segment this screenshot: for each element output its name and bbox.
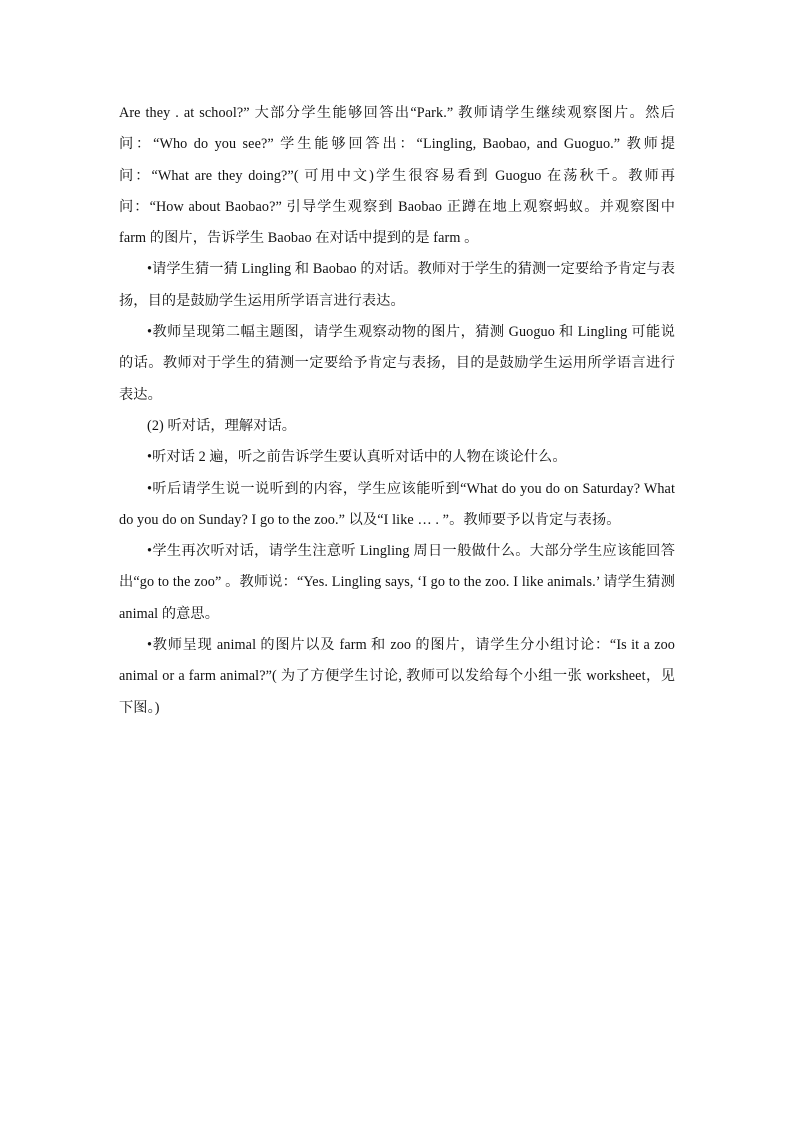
paragraph-listen-again: •学生再次听对话，请学生注意听 Lingling 周日一般做什么。大部分学生应该能回答出“go to the zoo” 。教师说：“Yes. Lingling says, ‘I go to the zoo. I like animals.’ 请学生猜测 animal 的意思。: [119, 543, 675, 622]
paragraph-animal-discussion: •教师呈现 animal 的图片以及 farm 和 zoo 的图片，请学生分小组讨论：“Is it a zoo animal or a farm animal?”( 为了方便学生讨论, 教师可以发给每个小组一张 worksheet，见下图。): [119, 637, 675, 716]
paragraph-guess-dialogue: •请学生猜一猜 Lingling 和 Baobao 的对话。教师对于学生的猜测一定要给予肯定与表扬，目的是鼓励学生运用所学语言进行表达。: [119, 261, 675, 309]
paragraph-section-heading: (2) 听对话，理解对话。: [147, 417, 297, 434]
paragraph-after-listening: •听后请学生说一说听到的内容，学生应该能听到“What do you do on Saturday? What do you do on Sunday? I go to the zoo.” 以及“I like … . ”。教师要予以肯定与表扬。: [119, 480, 675, 528]
paragraph-intro: Are they . at school?” 大部分学生能够回答出“Park.” 教师请学生继续观察图片。然后问：“Who do you see?” 学生能够回答出：“Lingling, Baobao, and Guoguo.” 教师提问：“What are they doing?”( 可用中文)学生很容易看到 Guoguo 在荡秋千。教师再问：“How about Baobao?” 引导学生观察到 Baobao 正蹲在地上观察蚂蚁。并观察图中 farm 的图片，告诉学生 Baobao 在对话中提到的是 farm 。: [119, 105, 675, 247]
paragraph-second-picture: •教师呈现第二幅主题图，请学生观察动物的图片，猜测 Guoguo 和 Lingling 可能说的话。教师对于学生的猜测一定要给予肯定与表扬，目的是鼓励学生运用所学语言进行表达。: [119, 324, 675, 403]
document-body: [119, 98, 675, 724]
paragraph-listen-twice: •听对话 2 遍，听之前告诉学生要认真听对话中的人物在谈论什么。: [147, 449, 567, 466]
